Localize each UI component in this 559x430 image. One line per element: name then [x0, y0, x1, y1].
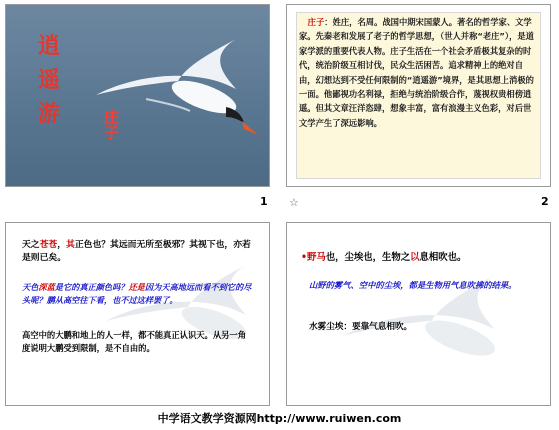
author-name: 庄子: [307, 17, 325, 27]
translation-keyword: 深蓝: [38, 282, 55, 292]
quote-text: ，: [57, 240, 67, 250]
slide-1-author: [104, 109, 119, 141]
translation-text: 因为天高地远而看不到它的尽头呢？鹏从高空往下看，也不过这样罢了。: [22, 282, 252, 305]
slide-number-1: 1: [260, 195, 268, 208]
slide-4-wild-horses[interactable]: [286, 222, 551, 406]
wild-horse-translation: 山野的雾气、空中的尘埃，都是生物用气息吹拂的结果。: [309, 280, 517, 290]
quote-keyword: 以: [410, 252, 420, 263]
quote-text: 息相吹也。: [419, 252, 467, 263]
slide-1-title-text: [38, 29, 98, 131]
quote-text: 也，尘埃也，生物之: [325, 252, 411, 263]
tern-bird-watermark: [327, 273, 527, 403]
source-footer: 中学语文教学资源网http://www.ruiwen.com: [157, 412, 402, 425]
slide-1-title[interactable]: [5, 4, 270, 187]
translation-text: 是它的真正颜色吗？: [54, 282, 129, 292]
sky-quote: [22, 239, 255, 265]
title-char: 游: [38, 101, 61, 127]
quote-text: 天之: [22, 240, 40, 250]
sky-translation: [22, 281, 255, 307]
slide-number-2: 2: [541, 195, 549, 208]
author-intro-text: ：姓庄，名周。战国中期宋国蒙人。著名的哲学家、文学家。先秦老和发展了老子的哲学思想，（世人并称“老庄”），是道家学派的重要代表人物。庄子生活在一个社会矛盾极其复杂的时代，统治阶级互相讨伐，民众生活困苦。追求精神上的绝对自由，幻想达到不受任何限制的“逍遥游”境界，是其思想上消极的一面。他鄙视功名利禄，拒绝与统治阶级合作，蔑视权贵相傍逍遥。但其文章汪洋恣肆，想象丰富，富有浪漫主义色彩，对后世文学产生了深远影响。: [299, 17, 534, 128]
slide-3-sky-color[interactable]: [5, 222, 270, 406]
author-char: 庄: [104, 108, 120, 126]
title-char: 逍: [38, 33, 61, 59]
slide-2-author-intro[interactable]: [286, 4, 551, 187]
quote-text: 正色也？其远而无所至极邪？其视下也，亦若是则已矣。: [22, 240, 251, 263]
sky-analysis: 高空中的大鹏和地上的人一样，都不能真正认识天。从另一角度说明大鹏受到限制，是不自由的。: [22, 330, 247, 353]
quote-keyword: 苍苍: [39, 240, 58, 250]
wild-horse-analysis: 水雾尘埃：要靠气息相吹。: [309, 322, 413, 332]
author-intro-paragraph: [299, 15, 536, 130]
title-char: 遥: [38, 67, 61, 93]
translation-keyword: 还是: [128, 282, 145, 292]
quote-keyword: 其: [66, 240, 75, 250]
author-char: 子: [104, 124, 120, 142]
quote-keyword: 野马: [307, 252, 326, 263]
wild-horse-quote: [301, 251, 540, 265]
star-icon: ☆: [289, 196, 299, 209]
translation-text: 天色: [22, 282, 39, 292]
bullet: •: [301, 252, 307, 263]
